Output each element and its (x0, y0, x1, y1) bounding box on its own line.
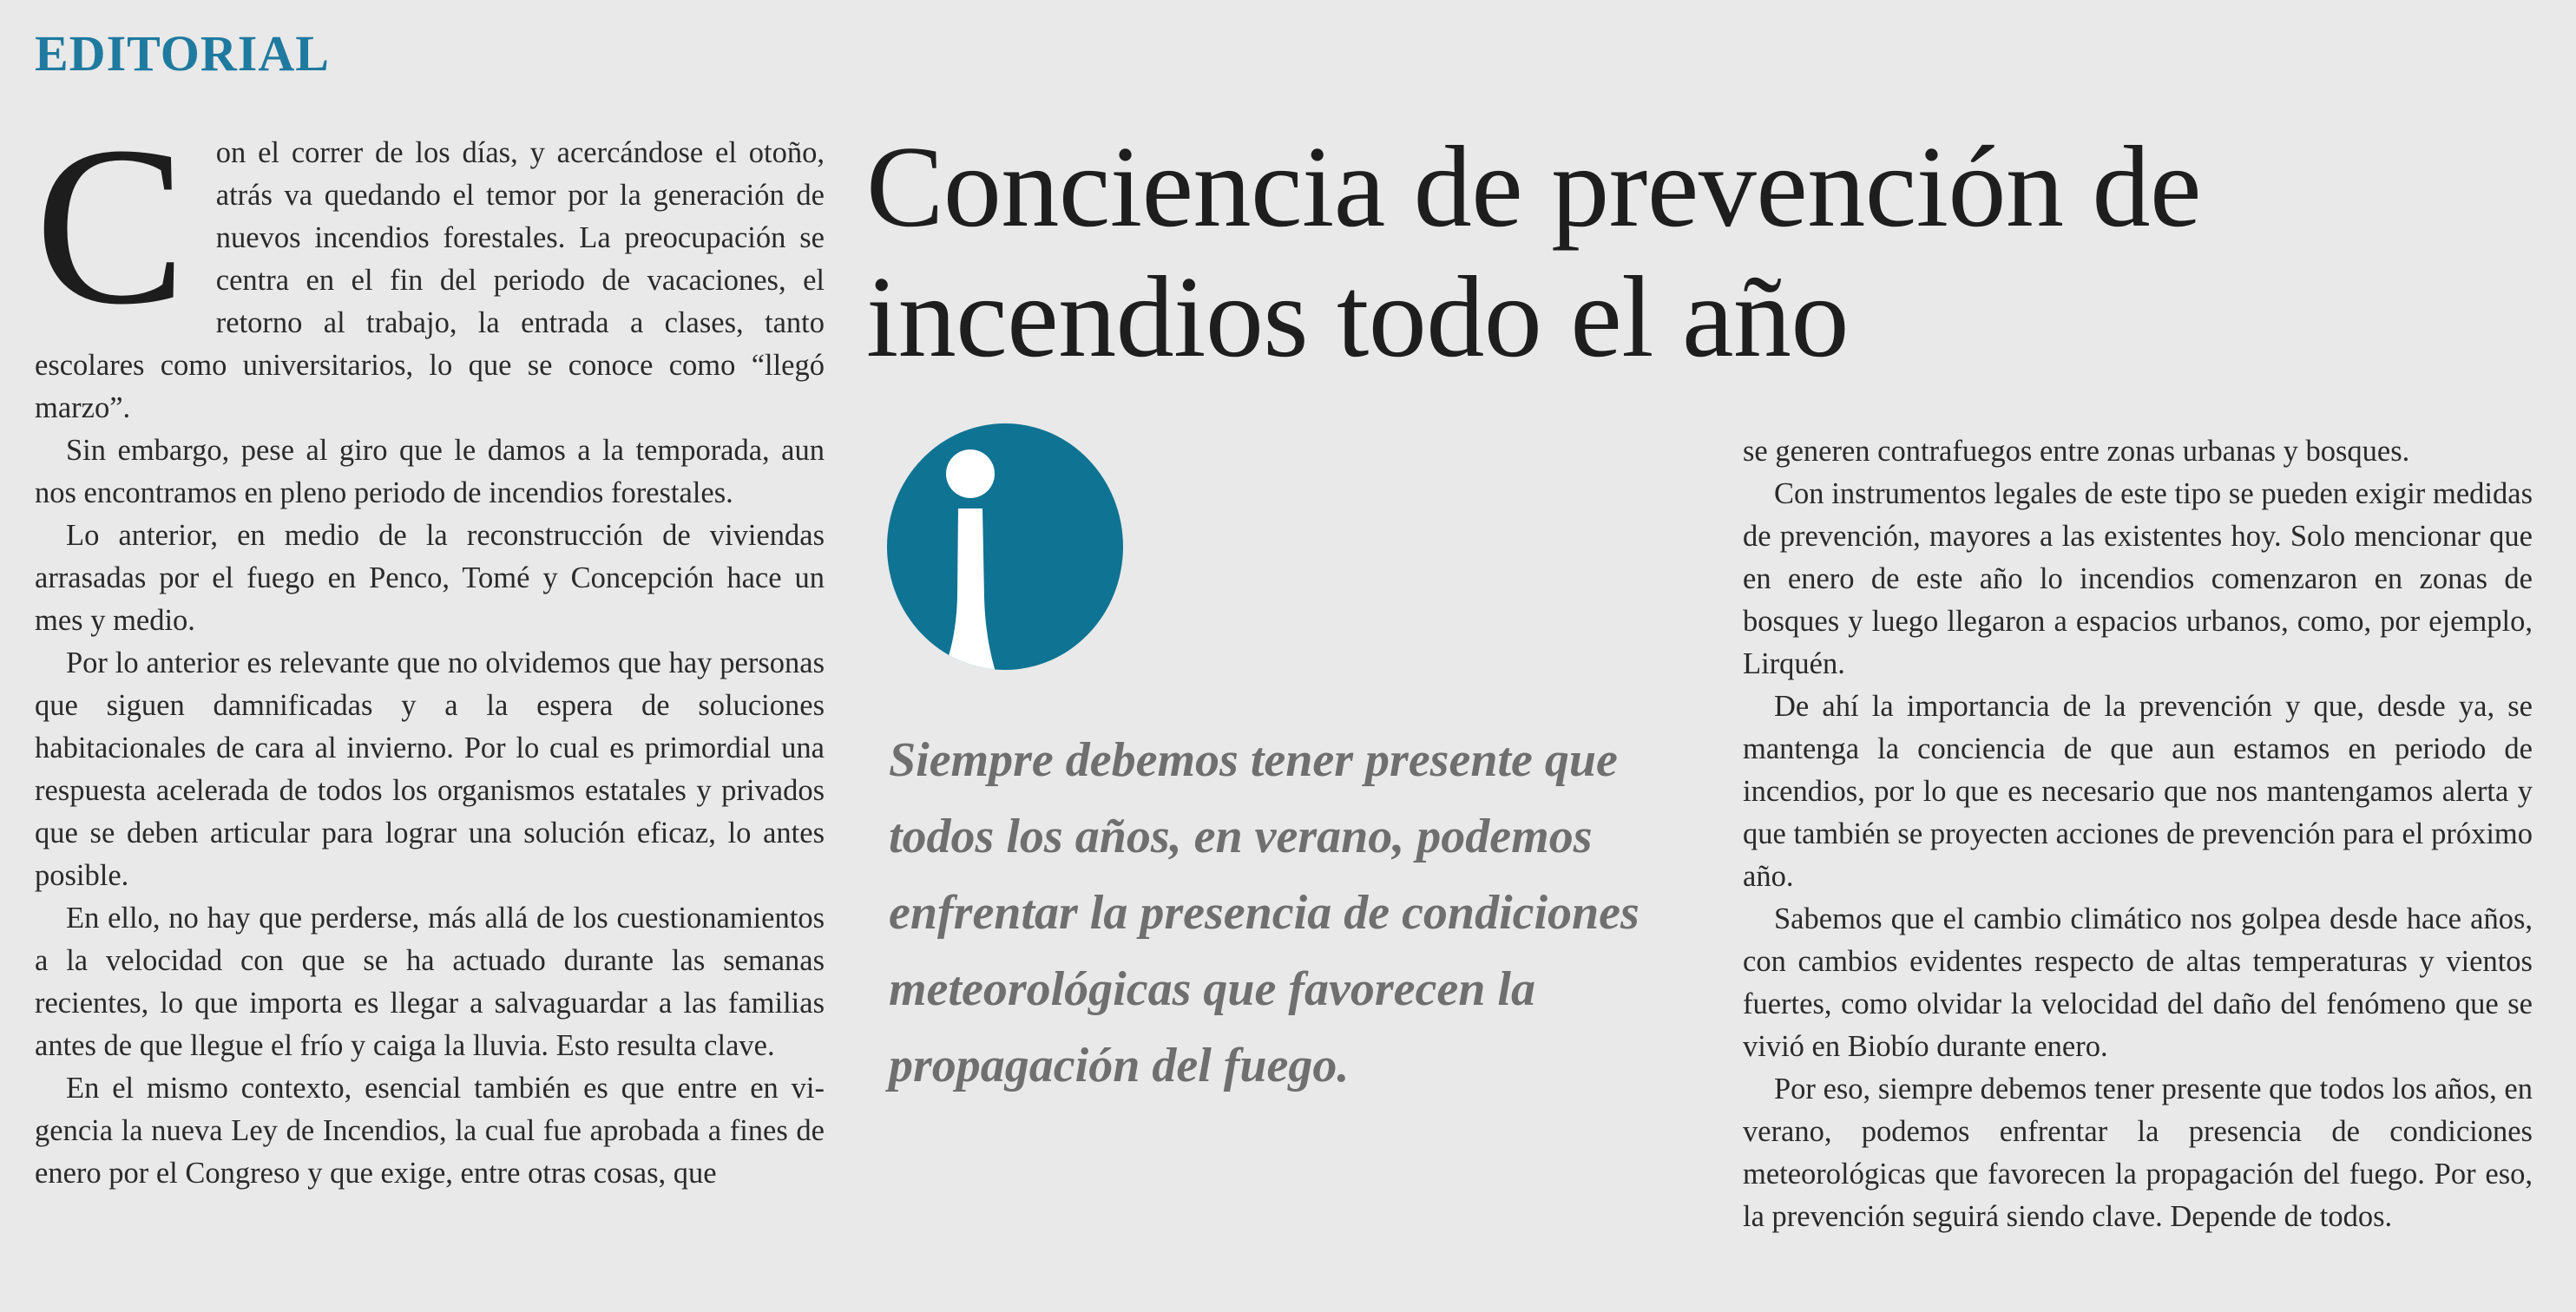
pull-quote: Siempre debemos tener presente que todos los años, en verano, podemos enfrentar la presencia de condiciones meteorológicas que favorecen la propagación del fuego. (889, 733, 1640, 1092)
headline: Conciencia de prevención de incendios todo el año (866, 122, 2201, 381)
info-icon-dot (946, 449, 995, 498)
paragraph: En el mismo contexto, esencial también es que entre en vigencia la nueva Ley de Incendios, la cual fue aprobada a fines de enero por el Congreso y que exige, entre otras cosas, que (35, 1072, 825, 1190)
paragraph: Sabemos que el cambio climático nos golpea desde hace años, con cambios evidentes respecto de altas temperaturas y vientos fuertes, como olvidar la velocidad del daño del fenómeno que se vivió en Biobío durante enero. (1743, 902, 2533, 1063)
paragraph: Sin embargo, pese al giro que le damos a la temporada, aun nos encontramos en pleno periodo de incendios forestales. (35, 434, 825, 509)
info-icon (887, 423, 1123, 670)
section-label: EDITORIAL (35, 25, 330, 82)
paragraph: De ahí la importancia de la prevención y que, desde ya, se mantenga la conciencia de que aun estamos en periodo de incendios, por lo que es necesario que nos mantengamos alerta y que también se proyecten acciones de prevención para el próximo año. (1743, 690, 2533, 893)
paragraph: Por lo anterior es relevante que no olvidemos que hay personas que siguen damnificadas y a la espera de soluciones habitacionales de cara al invierno. Por lo cual es primordial una respuesta acelerada de todos los organismos estatales y privados que se deben articular para lograr una solución eficaz, lo antes posible. (35, 646, 825, 892)
info-icon-circle (887, 423, 1123, 670)
paragraph: Por eso, siempre debemos tener presente que todos los años, en verano, podemos enfrentar la presencia de condiciones meteorológicas que favorecen la propagación del fuego. Por eso, la prevención seguirá siendo clave. Depende de todos. (1743, 1073, 2533, 1233)
paragraph: En ello, no hay que perderse, más allá de los cuestionamientos a la velocidad con que se ha actuado durante las semanas recientes, lo que importa es llegar a salvaguardar a las familias antes de que llegue el frío y caiga la lluvia. Esto resulta clave. (35, 902, 825, 1062)
paragraph: Lo anterior, en medio de la reconstrucción de viviendas arrasadas por el fuego en Penco, Tomé y Concepción hace un mes y medio. (35, 519, 825, 637)
right-column (1743, 430, 2533, 1238)
paragraph: on el correr de los días, y acercándose el otoño, atrás va quedando el temor por la generación de nuevos incendios forestales. La preocupación se centra en el fin del periodo de vacaciones, el retorno al trabajo, la entrada a clases, tanto escolares como universitarios, lo que se conoce como “llegó marzo”. (35, 136, 825, 424)
paragraph: Con instrumentos legales de este tipo se pueden exigir medidas de prevención, mayores a las existentes hoy. Solo mencionar que en enero de este año lo incendios comenzaron en zonas de bosques y luego llegaron a espacios urbanos, como, por ejemplo, Lirquén. (1743, 477, 2533, 680)
left-column (35, 100, 825, 1195)
drop-cap: C (35, 100, 187, 351)
paragraph: se generen contrafuegos entre zonas urbanas y bosques. (1743, 435, 2410, 468)
